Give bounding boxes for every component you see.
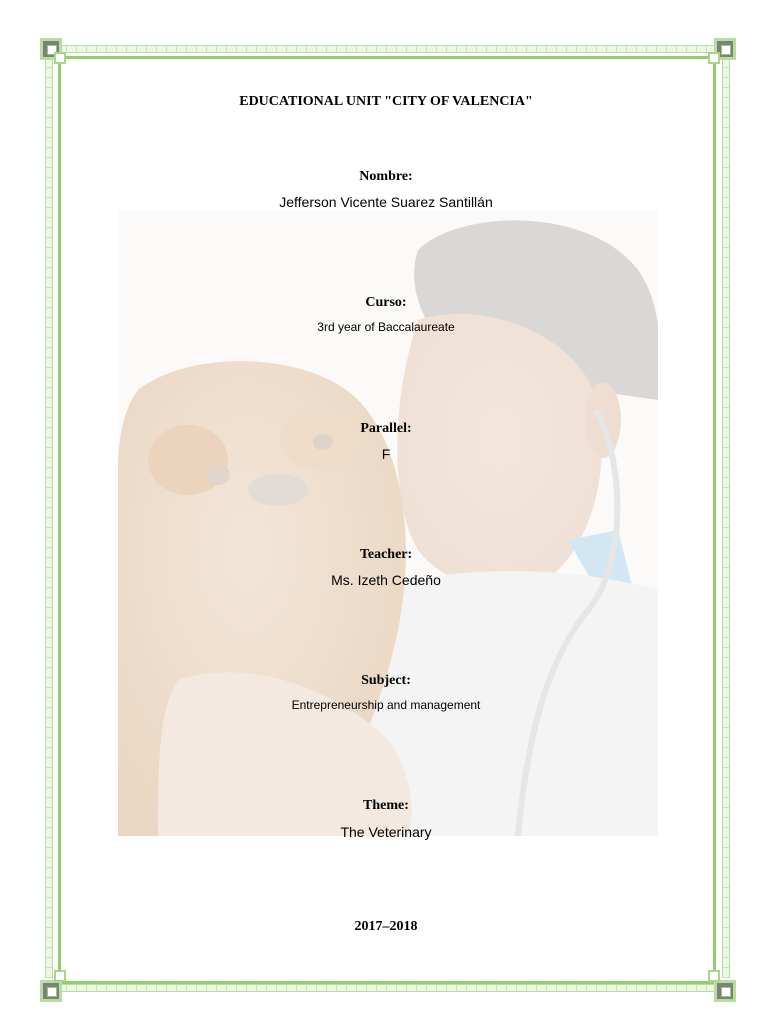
parallel-value: F [381,446,391,462]
subject-label: Subject: [361,673,411,688]
theme-value: The Veterinary [340,824,432,840]
course-value: 3rd year of Baccalaureate [317,320,455,334]
school-years: 2017–2018 [354,919,418,934]
teacher-label: Teacher: [359,547,413,562]
school-title: EDUCATIONAL UNIT "CITY OF VALENCIA" [239,94,533,109]
parallel-label: Parallel: [360,421,412,436]
course-label: Curso: [365,295,407,310]
teacher-value: Ms. Izeth Cedeño [331,572,441,588]
theme-label: Theme: [363,798,409,813]
subject-value: Entrepreneurship and management [291,698,481,712]
name-value: Jefferson Vicente Suarez Santillán [279,194,493,210]
name-label: Nombre: [359,169,413,184]
